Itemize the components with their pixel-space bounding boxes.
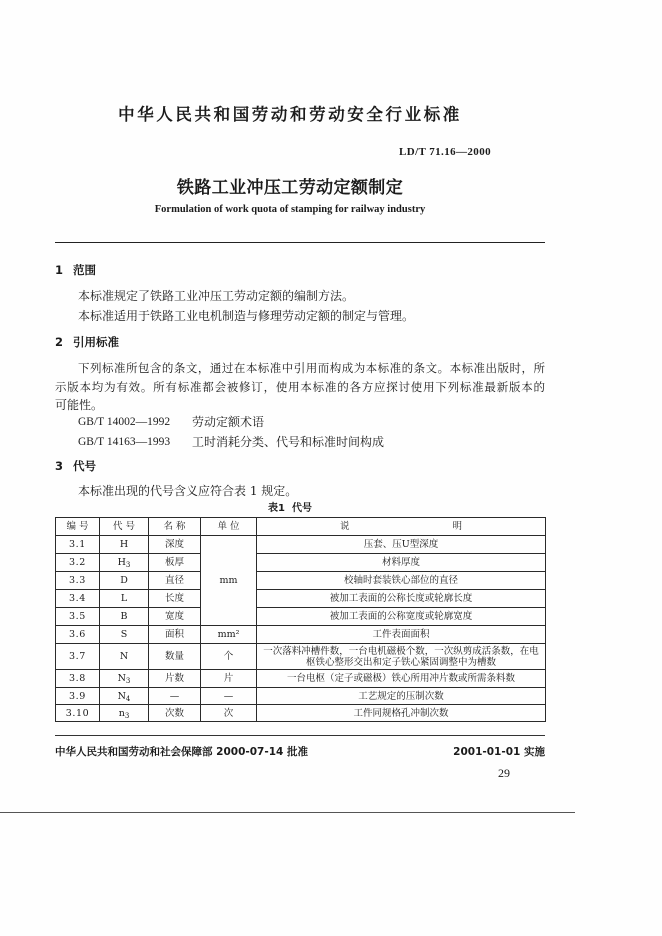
table-cell-number: 3.9 <box>56 688 100 705</box>
section-1-heading <box>55 262 96 278</box>
section-2-heading <box>55 334 119 350</box>
document-title-en: Formulation of work quota of stamping for railway industry <box>154 204 426 215</box>
standard-code: LD/T 71.16—2000 <box>399 146 491 158</box>
table-row <box>56 644 546 670</box>
table-row <box>56 536 546 554</box>
symbol-subscript: 3 <box>125 561 131 569</box>
table-cell-unit: mm <box>201 536 257 626</box>
symbols-table <box>55 517 546 722</box>
table-cell-name: 宽度 <box>149 608 201 626</box>
table-header-cell: 单 位 <box>201 518 257 536</box>
table-cell-symbol <box>100 608 149 626</box>
symbol-letter: S <box>120 629 128 640</box>
paragraph-line: 可能性。 <box>55 398 104 412</box>
document-title: 铁路工业冲压工劳动定额制定 <box>176 178 404 198</box>
table-cell-number: 3.7 <box>56 644 100 670</box>
table-cell-unit: 次 <box>201 705 257 722</box>
paragraph-line: 示版本均为有效。所有标准都会被修订，使用本标准的各方应探讨使用下列标准最新版本的 <box>55 380 545 394</box>
symbol-letter: N <box>119 651 129 662</box>
table-cell-unit: mm² <box>201 626 257 644</box>
table-cell-unit: 片 <box>201 670 257 688</box>
section-title: 代号 <box>73 459 96 473</box>
table-cell-description: 一次落料冲槽件数，一台电机磁极个数，一次纵剪成活条数，在电枢铁心整形交出和定子铁心紧固调整中为槽数 <box>257 644 546 670</box>
table-cell-number: 3.2 <box>56 554 100 572</box>
symbol-subscript: 3 <box>125 677 131 685</box>
table-cell-name: 数量 <box>149 644 201 670</box>
table-cell-name: 次数 <box>149 705 201 722</box>
table-cell-number: 3.8 <box>56 670 100 688</box>
table-cell-description: 被加工表面的公称长度或轮廓长度 <box>257 590 546 608</box>
table-cell-unit: 个 <box>201 644 257 670</box>
page-edge-line <box>0 812 575 813</box>
symbol-letter: n <box>118 707 125 719</box>
table-header-cell: 编 号 <box>56 518 100 536</box>
table-cell-symbol <box>100 536 149 554</box>
table-cell-name: 板厚 <box>149 554 201 572</box>
table-header-cell: 代 号 <box>100 518 149 536</box>
symbol-subscript: 3 <box>124 711 130 720</box>
table-cell-name: 面积 <box>149 626 201 644</box>
table-cell-description: 工件表面面积 <box>257 626 546 644</box>
table-cell-symbol <box>100 644 149 670</box>
table-cell-unit: — <box>201 688 257 705</box>
table-cell-symbol <box>100 626 149 644</box>
table-row <box>56 626 546 644</box>
table-cell-description: 工艺规定的压制次数 <box>257 688 546 705</box>
symbol-subscript: 4 <box>125 694 131 703</box>
approval-statement: 中华人民共和国劳动和社会保障部 2000-07-14 批准 <box>55 746 308 758</box>
table-row <box>56 572 546 590</box>
table-cell-symbol <box>100 705 149 722</box>
table-caption: 表1 代号 <box>268 503 312 514</box>
effective-date: 2001-01-01 实施 <box>453 746 545 758</box>
symbol-letter: N <box>117 673 126 684</box>
table-cell-description: 压套、压U型深度 <box>257 536 546 554</box>
table-row <box>56 590 546 608</box>
section-title: 引用标准 <box>73 335 119 349</box>
reference-name: 劳动定额术语 <box>192 415 265 429</box>
table-cell-name: 长度 <box>149 590 201 608</box>
table-row <box>56 688 546 705</box>
table-cell-name: — <box>149 688 201 705</box>
reference-code: GB/T 14163—1993 <box>78 436 171 448</box>
table-header-cell: 名 称 <box>149 518 201 536</box>
table-header-cell: 说 明 <box>257 518 546 536</box>
paragraph-line: 下列标准所包含的条文，通过在本标准中引用而构成为本标准的条文。本标准出版时，所 <box>78 361 545 375</box>
table-cell-number: 3.4 <box>56 590 100 608</box>
table-cell-number: 3.6 <box>56 626 100 644</box>
symbol-letter: N <box>117 690 126 702</box>
table-cell-name: 深度 <box>149 536 201 554</box>
footer-rule <box>55 735 545 736</box>
table-cell-description: 工件同规格孔冲制次数 <box>257 705 546 722</box>
body-line: 本标准规定了铁路工业冲压工劳动定额的编制方法。 <box>78 289 355 303</box>
table-cell-description: 校轴时套装铁心部位的直径 <box>257 572 546 590</box>
table-row <box>56 670 546 688</box>
header-rule <box>55 242 545 243</box>
symbol-letter: L <box>120 593 128 604</box>
section-number: 2 <box>55 335 64 349</box>
table-cell-symbol <box>100 688 149 705</box>
table-cell-name: 片数 <box>149 670 201 688</box>
table-cell-number: 3.10 <box>56 705 100 722</box>
table-row <box>56 705 546 722</box>
table-cell-number: 3.1 <box>56 536 100 554</box>
section-3-heading <box>55 458 96 474</box>
reference-name: 工时消耗分类、代号和标准时间构成 <box>192 435 385 449</box>
section-number: 3 <box>55 459 64 473</box>
reference-code: GB/T 14002—1992 <box>78 416 171 428</box>
symbol-letter: B <box>120 611 128 622</box>
table-row <box>56 554 546 572</box>
table-cell-description: 被加工表面的公称宽度或轮廓宽度 <box>257 608 546 626</box>
table-cell-number: 3.5 <box>56 608 100 626</box>
table-cell-symbol <box>100 670 149 688</box>
page-number: 29 <box>498 766 510 780</box>
symbol-letter: H <box>119 539 129 550</box>
table-cell-description: 一台电枢（定子或磁极）铁心所用冲片数或所需条料数 <box>257 670 546 688</box>
standard-issuer: 中华人民共和国劳动和劳动安全行业标准 <box>118 105 462 124</box>
section-title: 范围 <box>73 263 96 277</box>
table-cell-symbol <box>100 572 149 590</box>
body-line: 本标准出现的代号含义应符合表 1 规定。 <box>78 484 298 498</box>
section-number: 1 <box>55 263 64 277</box>
table-cell-description: 材料厚度 <box>257 554 546 572</box>
table-header-row <box>56 518 546 536</box>
table-cell-number: 3.3 <box>56 572 100 590</box>
table-cell-name: 直径 <box>149 572 201 590</box>
table-row <box>56 608 546 626</box>
symbol-letter: D <box>120 575 128 586</box>
symbol-letter: H <box>117 557 126 568</box>
body-line: 本标准适用于铁路工业电机制造与修理劳动定额的制定与管理。 <box>78 309 415 323</box>
table-cell-symbol <box>100 554 149 572</box>
table-cell-symbol <box>100 590 149 608</box>
